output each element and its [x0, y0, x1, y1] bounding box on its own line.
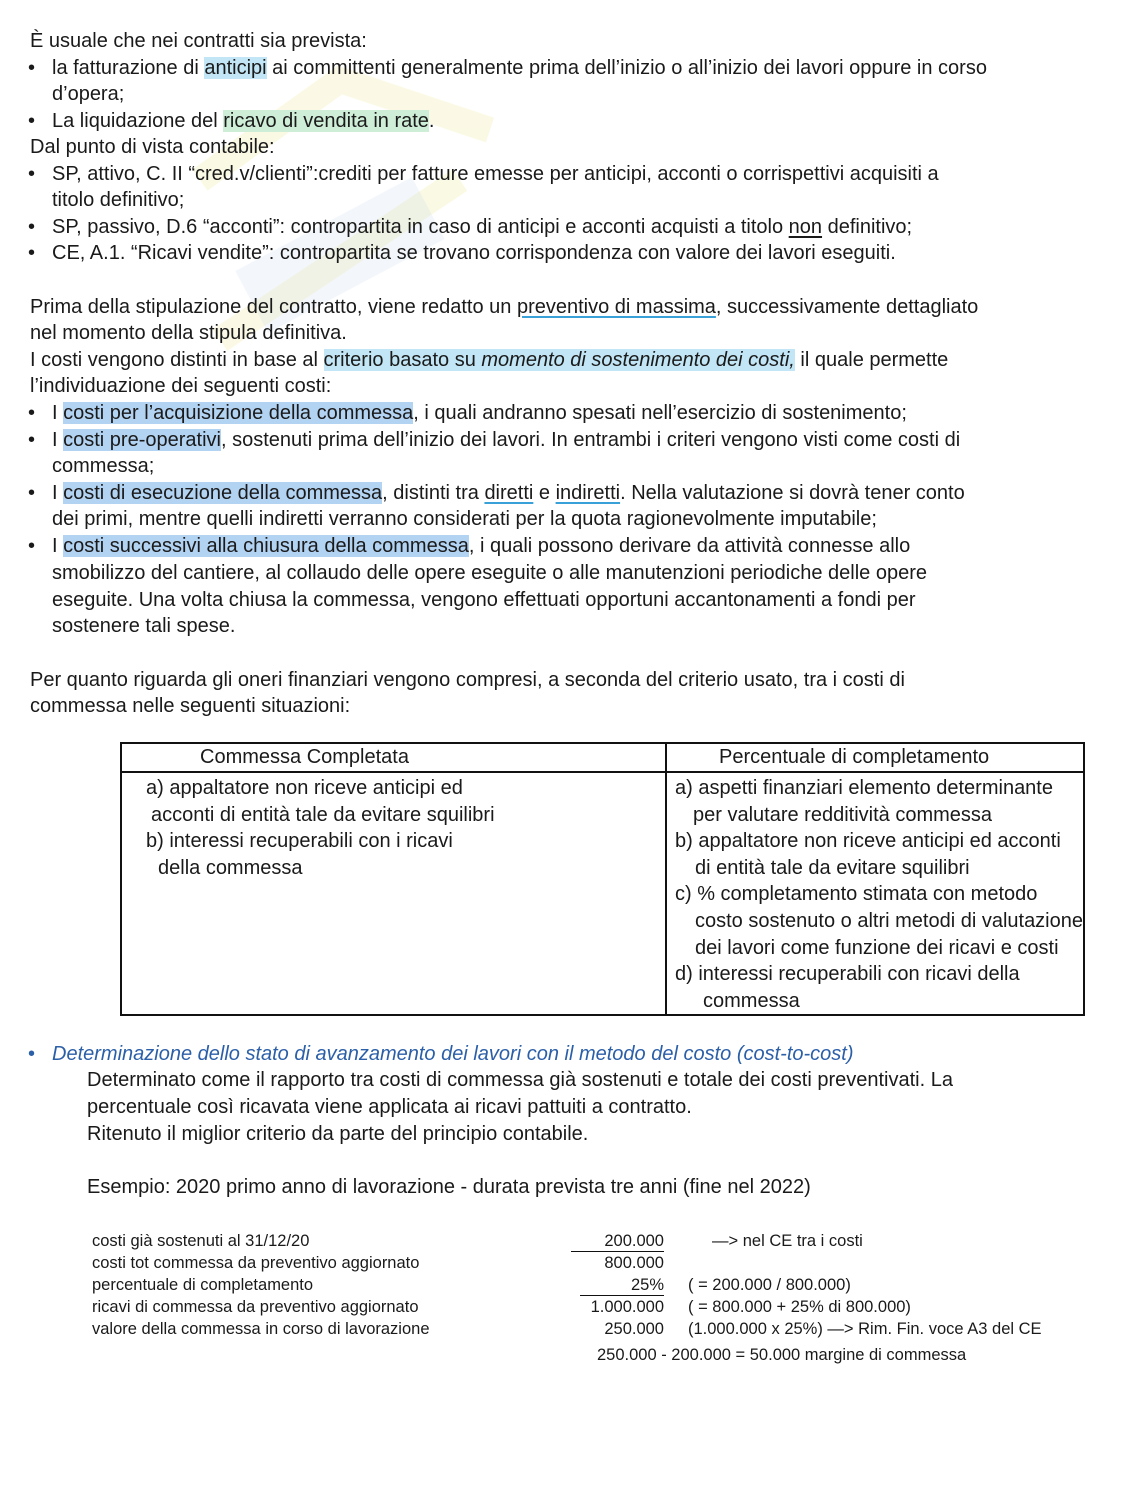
calc-label: ricavi di commessa da preventivo aggiornato — [92, 1298, 419, 1316]
section-paragraph: percentuale così ricavata viene applicata ai ricavi pattuiti a contratto. — [87, 1096, 692, 1118]
preventivo-cont: nel momento della stipula definitiva. — [30, 322, 347, 344]
calc-label: costi già sostenuti al 31/12/20 — [92, 1232, 310, 1250]
calc-label: costi tot commessa da preventivo aggiornato — [92, 1254, 420, 1272]
table-cell-line: a) aspetti finanziari elemento determinante — [675, 777, 1053, 799]
table-cell-line: per valutare redditività commessa — [693, 803, 993, 826]
intro-line: È usuale che nei contratti sia prevista: — [30, 30, 367, 52]
table-cell-line: acconti di entità tale da evitare squilibri — [151, 803, 495, 826]
example-line: Esempio: 2020 primo anno di lavorazione - durata prevista tre anni (fine nel 2022) — [87, 1176, 811, 1198]
bullet-costi-successivi-cont: eseguite. Una volta chiusa la commessa, vengono effettuati opportuni accantonamenti a fondi per — [52, 589, 916, 611]
section-paragraph: Determinato come il rapporto tra costi di commessa già sostenuti e totale dei costi preventivati. La — [87, 1069, 953, 1091]
table-cell-line: dei lavori come funzione dei ricavi e costi — [695, 936, 1059, 959]
bullet-costi-successivi-cont: sostenere tali spese. — [52, 615, 236, 637]
table-row — [121, 772, 1084, 1015]
table-cell-line: a) appaltatore non riceve anticipi ed — [146, 777, 463, 799]
bullet-icon: • — [28, 1043, 36, 1065]
bullet-costi-acquisizione: I costi per l’acquisizione della commessa, i quali andranno spesati nell’esercizio di sostenimento; — [52, 402, 907, 424]
bullet-icon: • — [28, 110, 36, 132]
calc-value: 800.000 — [604, 1254, 664, 1272]
table-header-cell: Percentuale di completamento — [666, 743, 1084, 772]
contabile-line: Dal punto di vista contabile: — [30, 136, 275, 158]
table-cell-line: costo sostenuto o altri metodi di valutazione — [695, 909, 1083, 932]
table-cell-line: della commessa — [158, 856, 303, 879]
calc-value: 1.000.000 — [590, 1298, 664, 1316]
table-cell-line: b) interessi recuperabili con i ricavi — [146, 830, 453, 853]
bullet-rate: La liquidazione del ricavo di vendita in rate. — [52, 110, 435, 132]
bullet-icon: • — [28, 242, 36, 264]
oneri-line: Per quanto riguarda gli oneri finanziari vengono compresi, a seconda del criterio usato, tra i costi di — [30, 669, 905, 691]
table-header-row — [121, 743, 1084, 772]
criterio-line: I costi vengono distinti in base al criterio basato su momento di sostenimento dei costi, il quale permette — [30, 349, 949, 371]
calc-value: 25% — [630, 1276, 664, 1294]
bullet-icon: • — [28, 57, 36, 79]
preventivo-line: Prima della stipulazione del contratto, viene redatto un preventivo di massima, successivamente dettagliato — [30, 296, 979, 318]
calc-note: —> nel CE tra i costi — [712, 1232, 863, 1250]
bullet-costi-esecuzione-cont: dei primi, mentre quelli indiretti verranno considerati per la quota ragionevolmente imputabile; — [52, 508, 877, 530]
bullet-icon: • — [28, 163, 36, 185]
table-cell-percentuale — [666, 772, 1084, 1015]
bullet-anticipi: la fatturazione di anticipi ai committenti generalmente prima dell’inizio o all’inizio dei lavori oppure in corso — [52, 57, 987, 79]
criterio-cont: l’individuazione dei seguenti costi: — [30, 375, 332, 397]
bullet-costi-successivi-cont: smobilizzo del cantiere, al collaudo delle opere eseguite o alle manutenzioni periodiche delle opere — [52, 562, 927, 584]
bullet-anticipi-cont: d’opera; — [52, 83, 125, 105]
bullet-icon: • — [28, 402, 36, 424]
bullet-icon: • — [28, 216, 36, 238]
calc-value: 200.000 — [604, 1232, 664, 1250]
calc-margin: 250.000 - 200.000 = 50.000 margine di commessa — [597, 1346, 967, 1364]
bullet-costi-preoperativi-cont: commessa; — [52, 455, 155, 477]
table-cell-line: di entità tale da evitare squilibri — [695, 856, 970, 879]
bullet-costi-esecuzione: I costi di esecuzione della commessa, distinti tra diretti e indiretti. Nella valutazione si dovrà tener conto — [52, 482, 965, 504]
calc-note: ( = 200.000 / 800.000) — [688, 1276, 851, 1294]
calc-value: 250.000 — [604, 1320, 664, 1338]
calc-label: valore della commessa in corso di lavorazione — [92, 1320, 430, 1338]
table-cell-completata — [121, 772, 666, 1015]
oneri-line: commessa nelle seguenti situazioni: — [30, 695, 351, 717]
bullet-costi-preoperativi: I costi pre-operativi, sostenuti prima dell’inizio dei lavori. In entrambi i criteri vengono visti come costi di — [52, 429, 961, 451]
table-cell-line: d) interessi recuperabili con ricavi della — [675, 963, 1020, 986]
bullet-icon: • — [28, 482, 36, 504]
bullet-sp-passivo: SP, passivo, D.6 “acconti”: contropartita in caso di anticipi e acconti acquisti a titolo non definitivo; — [52, 216, 913, 238]
bullet-costi-successivi: I costi successivi alla chiusura della commessa, i quali possono derivare da attività connesse allo — [52, 535, 911, 557]
table-header-cell: Commessa Completata — [121, 743, 666, 772]
bullet-icon: • — [28, 535, 36, 557]
comparison-table — [120, 742, 1085, 1016]
calc-note: (1.000.000 x 25%) —> Rim. Fin. voce A3 del CE — [688, 1320, 1042, 1338]
calc-label: percentuale di completamento — [92, 1276, 314, 1294]
bullet-sp-attivo-cont: titolo definitivo; — [52, 189, 185, 211]
bullet-sp-attivo: SP, attivo, C. II “cred.v/clienti”:crediti per fatture emesse per anticipi, acconti o corrispettivi acquisiti a — [52, 163, 939, 185]
section-paragraph: Ritenuto il miglior criterio da parte del principio contabile. — [87, 1123, 589, 1145]
table-cell-line: b) appaltatore non riceve anticipi ed acconti — [675, 830, 1061, 853]
bullet-icon: • — [28, 429, 36, 451]
table-cell-line: c) % completamento stimata con metodo — [675, 883, 1038, 906]
bullet-ce: CE, A.1. “Ricavi vendite”: contropartita se trovano corrispondenza con valore dei lavori eseguiti. — [52, 242, 896, 264]
table-cell-line: commessa — [703, 989, 800, 1012]
calc-note: ( = 800.000 + 25% di 800.000) — [688, 1298, 911, 1316]
section-heading: Determinazione dello stato di avanzamento dei lavori con il metodo del costo (cost-to-cost) — [52, 1043, 854, 1065]
